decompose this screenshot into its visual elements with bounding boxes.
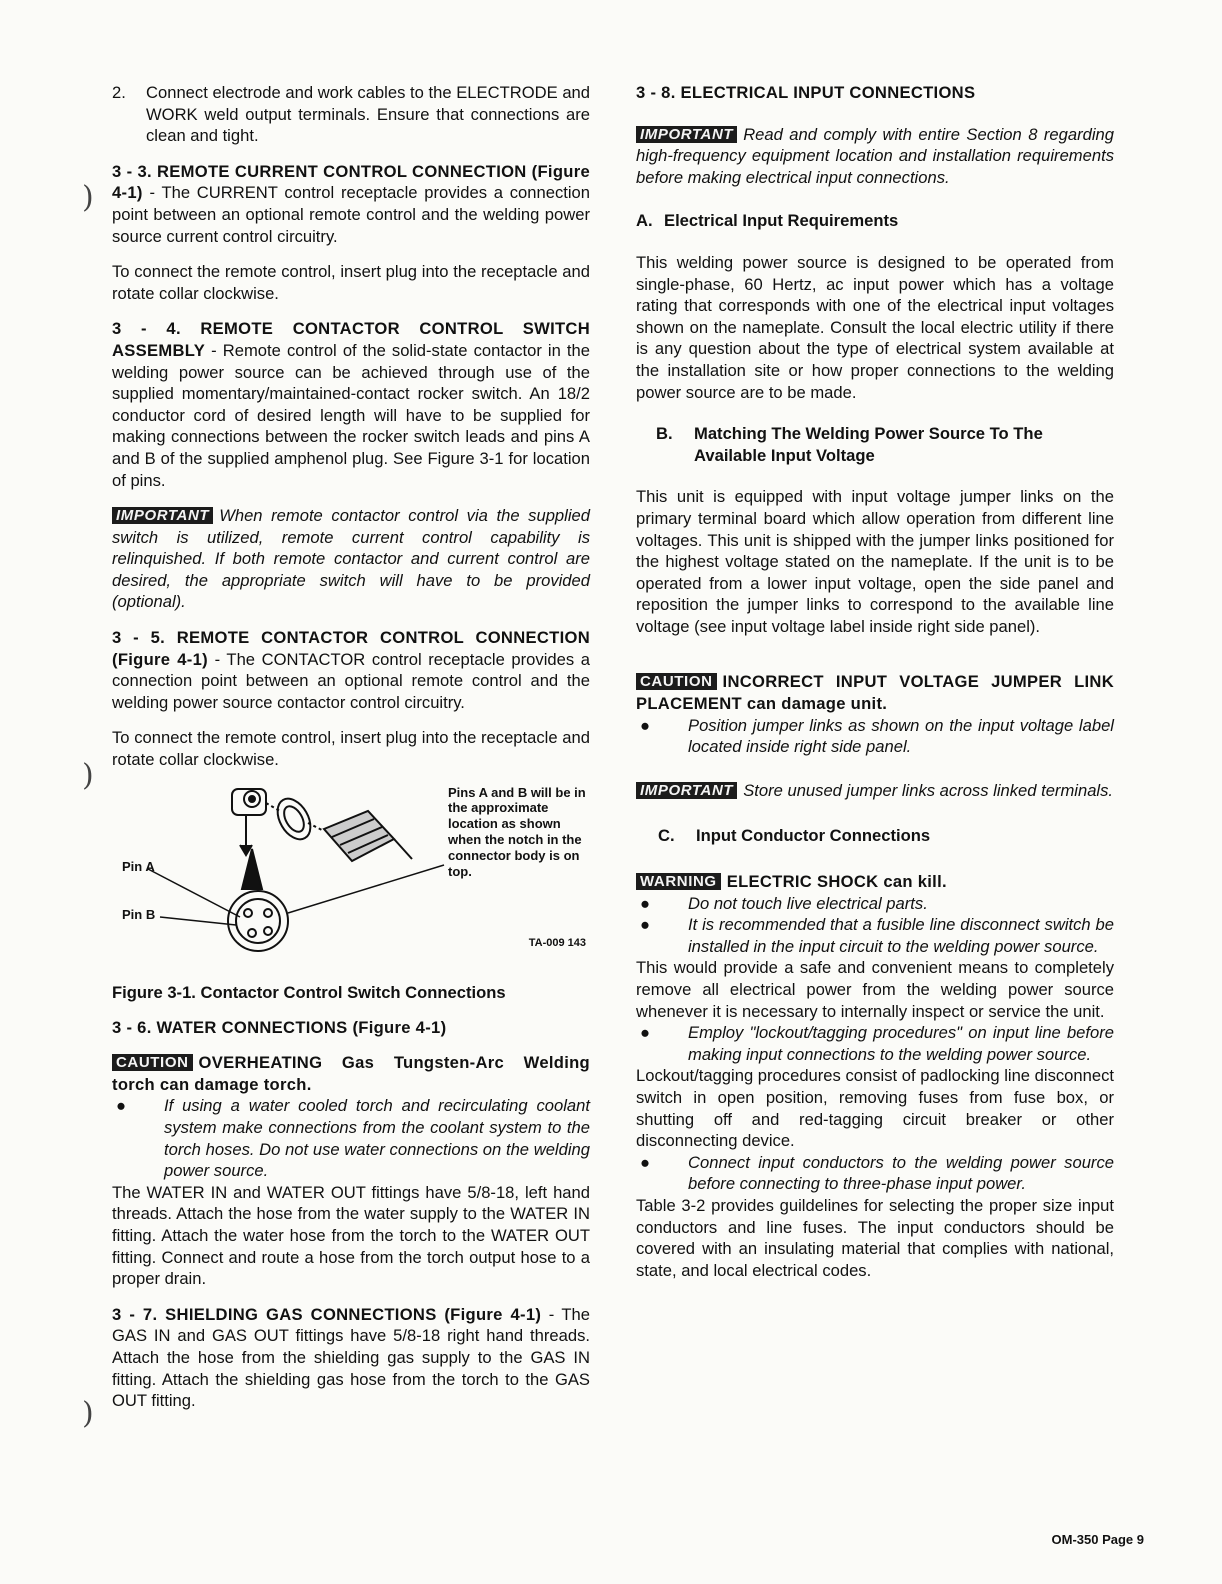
margin-mark: ) [82, 1396, 94, 1431]
warning-body-3: Table 3-2 provides guildelines for selecting the proper size input conductors and line fuses. The input conductors should be covered with an insulating material that complies with national, state, and local electrical codes. [636, 1195, 1114, 1280]
pin-a-label: Pin A [122, 858, 155, 874]
section-3-5 [112, 627, 590, 713]
caution-notice [636, 671, 1114, 714]
subsection-a-body: This welding power source is designed to be operated from single-phase, 60 Hertz, ac input power which has a voltage rating that corresponds with one of the electrical input voltages shown on the nameplate. Consult the local electric utility if there is any question about the type of electrical system available at the installation site or how proper connections to the welding power source are to be made. [636, 252, 1114, 402]
caution-head: OVERHEATING Gas Tungsten-Arc Welding torch can damage torch. [112, 1053, 590, 1094]
important-notice [636, 780, 1114, 802]
section-3-6-title: 3 - 6. WATER CONNECTIONS (Figure 4-1) [112, 1017, 447, 1037]
bullet-item: ● Connect input conductors to the welding power source before connecting to three-phase input power. [640, 1152, 1114, 1194]
important-badge: IMPORTANT [112, 507, 213, 524]
figure-3-1 [112, 779, 590, 979]
section-3-3-paragraph: To connect the remote control, insert plug into the receptacle and rotate collar clockwise. [112, 262, 590, 303]
section-3-4-body: - Remote control of the solid-state contactor in the welding power source can be achieved through use of the supplied momentary/maintained-contact rocker switch. An 18/2 conductor cord of desired length will have to be supplied for making connections between the rocker switch leads and pins A and B of the supplied amphenol plug. See Figure 3-1 for location of pins. [112, 340, 590, 490]
bullet-text: Employ "lockout/tagging procedures" on input line before making input connections to the welding power source. [688, 1023, 1114, 1064]
page-footer: OM-350 Page 9 [1051, 1532, 1144, 1547]
bullet-text: Position jumper links as shown on the input voltage label located inside right side panel. [688, 715, 1114, 757]
subsection-a-title: Electrical Input Requirements [664, 211, 899, 231]
important-notice [636, 124, 1114, 189]
caution-badge: CAUTION [112, 1054, 193, 1071]
subsection-b: B. Matching The Welding Power Source To The Available Input Voltage [636, 423, 1114, 466]
margin-mark: ) [82, 180, 94, 215]
warning-head: ELECTRIC SHOCK can kill. [726, 872, 947, 892]
figure-caption: Figure 3-1. Contactor Control Switch Connections [112, 982, 506, 1002]
subsection-b-title: Matching The Welding Power Source To The Available Input Voltage [694, 424, 1043, 465]
section-3-3-body: - The CURRENT control receptacle provides a connection point between an optional remote control and the welding power source current control circuitry. [112, 183, 590, 246]
figure-code: TA-009 143 [528, 936, 586, 949]
important-notice [112, 505, 590, 613]
subsection-b-body: This unit is equipped with input voltage jumper links on the primary terminal board which allow operation from different line voltages. This unit is shipped with the jumper links positioned for the highest voltage stated on the nameplate. If the unit is to be operated from a lower input voltage, open the side panel and reposition the jumper links to correspond to the available line voltage (see input voltage label inside right side panel). [636, 487, 1114, 636]
section-3-8-title: 3 - 8. ELECTRICAL INPUT CONNECTIONS [636, 83, 976, 102]
section-3-5-title: 3 - 5. REMOTE CONTACTOR CONTROL CONNECTION (Figure 4-1) [112, 628, 590, 669]
bullet-item: ● Do not touch live electrical parts. [636, 893, 1114, 915]
bullet-item: ● Employ "lockout/tagging procedures" on input line before making input connections to the welding power source. [640, 1023, 1114, 1064]
section-3-6-body: The WATER IN and WATER OUT fittings have 5/8-18, left hand threads. Attach the hose from the water supply to the WATER IN fitting. Attach the water hose from the torch to the WATER OUT fitting. Connect and route a hose from the torch output hose to a proper drain. [112, 1182, 590, 1289]
caution-notice [112, 1052, 590, 1095]
subsection-c: C. Input Conductor Connections [658, 826, 931, 846]
subsection-c-title: Input Conductor Connections [696, 826, 931, 846]
section-3-3 [112, 161, 590, 247]
bullet-text: Connect input conductors to the welding power source before connecting to three-phase input power. [688, 1152, 1114, 1194]
bullet-text: If using a water cooled torch and recirculating coolant system make connections from the coolant system to the torch hoses. Do not use water connections on the welding power source. [164, 1096, 590, 1181]
figure-note: Pins A and B will be in the approximate location as shown when the notch in the connector body is on top. [448, 784, 586, 879]
caution-badge: CAUTION [636, 673, 717, 690]
item-2-text: Connect electrode and work cables to the ELECTRODE and WORK weld output terminals. Ensure that connections are clean and tight. [146, 83, 590, 146]
important-badge: IMPORTANT [636, 126, 737, 143]
important-badge: IMPORTANT [636, 782, 737, 799]
bullet-item: ● It is recommended that a fusible line disconnect switch be installed in the input circuit to the welding power source. [640, 915, 1114, 956]
section-3-7 [112, 1304, 590, 1412]
section-3-4 [112, 318, 590, 491]
margin-mark: ) [82, 758, 94, 793]
warning-body-2: Lockout/tagging procedures consist of padlocking line disconnect switch in open position, removing fuses from fuse box, or shutting off and red-tagging circuit breaker or other disconnecting device. [636, 1066, 1114, 1151]
warning-body-1: This would provide a safe and convenient means to completely remove all electrical power from the welding power source whenever it is necessary to internally inspect or service the unit. [636, 958, 1114, 1021]
section-3-3-title: 3 - 3. REMOTE CURRENT CONTROL CONNECTION (Figure 4-1) [112, 161, 590, 203]
section-3-5-paragraph: To connect the remote control, insert plug into the receptacle and rotate collar clockwise. [112, 728, 590, 770]
warning-badge: WARNING [636, 873, 721, 890]
section-3-7-body: - The GAS IN and GAS OUT fittings have 5/8-18 right hand threads. Attach the hose from the shielding gas supply to the GAS IN fitting. Attach the shielding gas hose from the torch to the GAS OUT fitting. [112, 1304, 591, 1411]
important-text: Store unused jumper links across linked terminals. [743, 780, 1114, 800]
pin-b-label: Pin B [122, 906, 156, 922]
bullet-item: ● If using a water cooled torch and recirculating coolant system make connections from the coolant system to the torch hoses. Do not use water connections on the welding power source. [116, 1096, 590, 1181]
section-3-5-body: - The CONTACTOR control receptacle provides a connection point between an optional remote control and the welding power source contactor control circuitry. [112, 649, 590, 712]
left-column [112, 82, 590, 1412]
bullet-text: Do not touch live electrical parts. [688, 893, 928, 913]
right-column [636, 82, 1114, 1281]
section-3-7-title: 3 - 7. SHIELDING GAS CONNECTIONS (Figure 4-1) [112, 1304, 542, 1324]
bullet-text: It is recommended that a fusible line disconnect switch be installed in the input circuit to the welding power source. [688, 915, 1114, 956]
important-text: When remote contactor control via the supplied switch is utilized, remote current control capability is relinquished. If both remote contactor and current control are desired, the appropriate switch will have to be provided (optional). [112, 506, 590, 612]
bullet-item: ● Position jumper links as shown on the input voltage label located inside right side panel. [640, 715, 1114, 757]
numbered-item-2: 2. Connect electrode and work cables to the ELECTRODE and WORK weld output terminals. Ensure that connections are clean and tight. [112, 83, 590, 146]
section-3-4-title: 3 - 4. REMOTE CONTACTOR CONTROL SWITCH ASSEMBLY [112, 319, 590, 360]
caution-head: INCORRECT INPUT VOLTAGE JUMPER LINK PLACEMENT can damage unit. [636, 672, 1114, 714]
warning-notice [636, 871, 1114, 893]
subsection-a: A. Electrical Input Requirements [636, 211, 899, 231]
important-text: Read and comply with entire Section 8 regarding high-frequency equipment location and installation requirements before making electrical input connections. [636, 124, 1114, 187]
